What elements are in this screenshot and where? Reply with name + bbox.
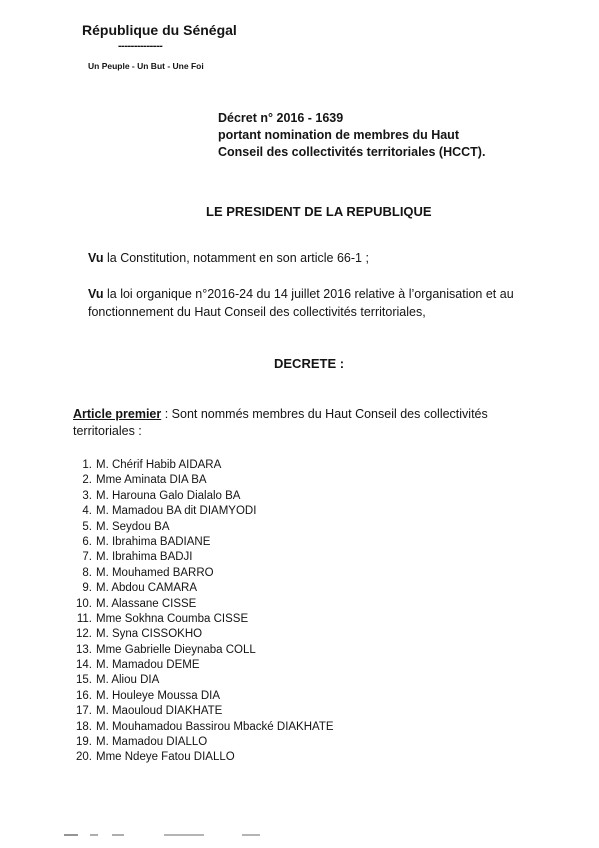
- list-item: [70, 689, 334, 704]
- member-number: 17.: [76, 705, 92, 718]
- vu-clause: [88, 286, 543, 321]
- member-number: 1.: [82, 459, 92, 471]
- member-number: 3.: [82, 489, 92, 502]
- member-number: 16.: [76, 689, 92, 702]
- list-item: [70, 535, 334, 550]
- member-name: Mme Gabrielle Dieynaba COLL: [96, 643, 256, 656]
- list-item: [70, 550, 334, 565]
- vu-clause: [88, 251, 369, 265]
- member-name: Mme Sokhna Coumba CISSE: [96, 612, 249, 625]
- list-item: [70, 504, 334, 519]
- member-name: M. Maouloud DIAKHATE: [96, 705, 223, 718]
- member-name: M. Syna CISSOKHO: [96, 628, 203, 641]
- member-name: Mme Aminata DIA BA: [96, 474, 207, 487]
- member-name: M. Mamadou BA dit DIAMYODI: [96, 505, 257, 518]
- national-motto: Un Peuple - Un But - Une Foi: [88, 61, 204, 71]
- list-item: [70, 581, 334, 596]
- member-number: 5.: [82, 520, 92, 533]
- member-name: M. Ibrahima BADJI: [96, 551, 193, 564]
- decrete-heading: DECRETE :: [274, 356, 345, 371]
- president-heading: LE PRESIDENT DE LA REPUBLIQUE: [206, 204, 432, 219]
- member-name: Mme Ndeye Fatou DIALLO: [96, 751, 235, 764]
- member-number: 12.: [76, 628, 92, 641]
- members-list: [70, 458, 334, 766]
- header-separator: --------------: [118, 40, 163, 52]
- list-item: [70, 643, 334, 658]
- member-name: M. Mouhamed BARRO: [96, 566, 214, 579]
- member-name: M. Seydou BA: [96, 520, 170, 533]
- member-name: M. Harouna Galo Dialalo BA: [96, 489, 241, 502]
- decree-title-line: Conseil des collectivités territoriales (HCCT).: [218, 145, 486, 159]
- article-text: : Sont nommés membres du Haut Conseil des collectivités territoriales :: [73, 407, 488, 438]
- decree-title-line: Décret n° 2016 - 1639: [218, 111, 344, 125]
- member-name: M. Aliou DIA: [96, 674, 160, 687]
- member-number: 2.: [82, 474, 92, 487]
- decree-title-line: portant nomination de membres du Haut: [218, 128, 459, 142]
- member-number: 14.: [76, 659, 92, 672]
- list-item: [70, 520, 334, 535]
- member-name: M. Mamadou DIALLO: [96, 736, 208, 749]
- decree-title: [218, 110, 485, 161]
- list-item: [70, 612, 334, 627]
- vu-label: Vu: [88, 287, 104, 301]
- member-name: M. Chérif Habib AIDARA: [96, 459, 222, 471]
- list-item: [70, 750, 334, 765]
- vu-text: la loi organique n°2016-24 du 14 juillet 2016 relative à l’organisation et au fonctionnement du Haut Conseil des collectivités territoriales,: [88, 287, 514, 319]
- list-item: [70, 673, 334, 688]
- list-item: [70, 720, 334, 735]
- vu-label: Vu: [88, 251, 104, 265]
- article-first: [73, 406, 535, 440]
- list-item: [70, 473, 334, 488]
- list-item: [70, 735, 334, 750]
- list-item: [70, 597, 334, 612]
- member-number: 9.: [82, 582, 92, 595]
- member-name: M. Alassane CISSE: [96, 597, 197, 610]
- member-name: M. Mouhamadou Bassirou Mbacké DIAKHATE: [96, 720, 334, 733]
- member-number: 18.: [76, 720, 92, 733]
- member-name: M. Houleye Moussa DIA: [96, 689, 220, 702]
- member-number: 15.: [76, 674, 92, 687]
- member-number: 10.: [76, 597, 92, 610]
- member-number: 4.: [82, 505, 92, 518]
- member-name: M. Abdou CAMARA: [96, 582, 197, 595]
- article-label: Article premier: [73, 407, 162, 421]
- scan-artifact: [64, 833, 284, 837]
- list-item: [70, 658, 334, 673]
- list-item: [70, 458, 334, 473]
- member-number: 20.: [76, 751, 92, 764]
- list-item: [70, 627, 334, 642]
- vu-text: la Constitution, notamment en son article 66-1 ;: [103, 251, 369, 265]
- member-name: M. Ibrahima BADIANE: [96, 535, 211, 548]
- republic-header: République du Sénégal: [82, 22, 237, 38]
- member-name: M. Mamadou DEME: [96, 659, 200, 672]
- member-number: 13.: [76, 643, 92, 656]
- list-item: [70, 566, 334, 581]
- member-number: 11.: [76, 612, 92, 625]
- member-number: 8.: [82, 566, 92, 579]
- list-item: [70, 489, 334, 504]
- member-number: 19.: [76, 736, 92, 749]
- list-item: [70, 704, 334, 719]
- member-number: 7.: [82, 551, 92, 564]
- member-number: 6.: [82, 535, 92, 548]
